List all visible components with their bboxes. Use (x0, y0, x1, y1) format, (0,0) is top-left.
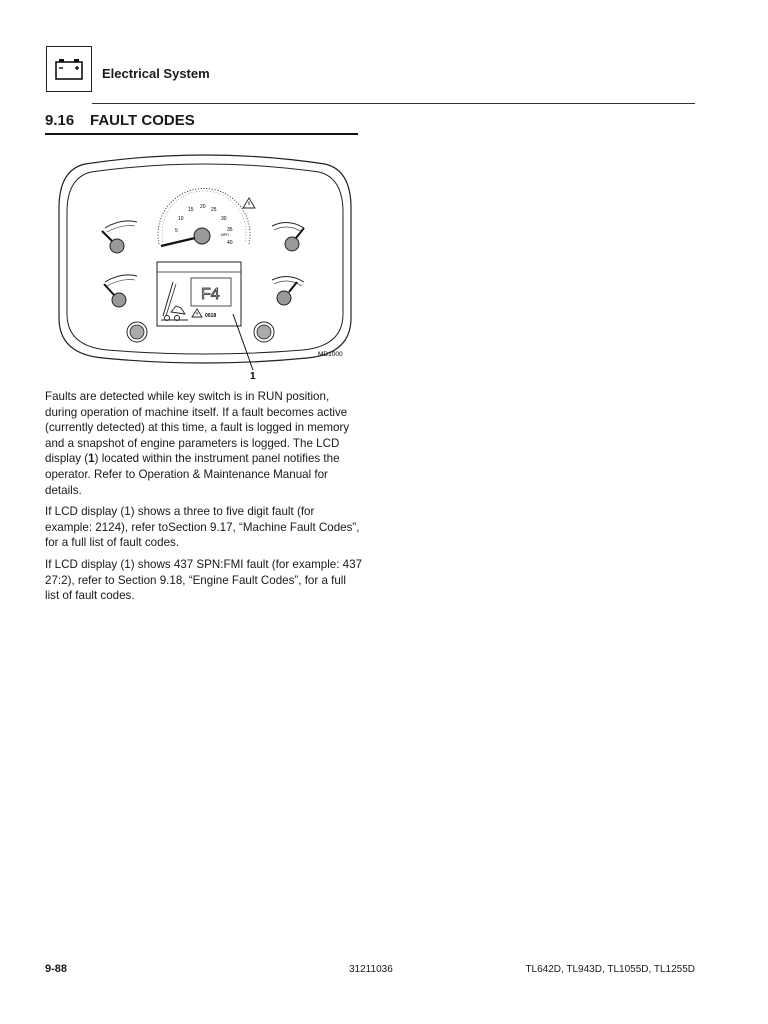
gauge-bottom-left (104, 275, 137, 307)
lcd-fault-code: F4 (201, 286, 220, 303)
battery-icon (47, 47, 91, 91)
speedo-tick-label: 30 (221, 216, 227, 222)
warning-triangle-icon (243, 198, 255, 208)
header-title: Electrical System (102, 66, 210, 81)
speedo-tick-label: 20 (200, 204, 206, 210)
speedo-tick-label: 10 (178, 216, 184, 222)
gauge-bottom-right (272, 276, 304, 305)
section-divider (45, 133, 358, 135)
footer-page-number: 9-88 (45, 963, 68, 975)
lcd-display (157, 262, 241, 326)
header-divider (92, 103, 695, 104)
speedo-tick-label: 35 (227, 227, 233, 233)
speedo-tick-label: 40 (227, 240, 233, 246)
speedo-tick-label: 5 (175, 228, 178, 234)
machine-icon (161, 282, 188, 321)
section-heading (45, 112, 195, 129)
paragraph-engine-fault-codes: If LCD display (1) shows 437 SPN:FMI fault (for example: 437 27:2), refer to Section 9.18, “Engine Fault Codes”, for a full list of fault codes. (45, 557, 363, 603)
footer-models: TL642D, TL943D, TL1055D, TL1255D (525, 964, 695, 975)
body-text (45, 389, 363, 610)
instrument-panel-illustration (45, 148, 365, 388)
speedometer-gauge (158, 188, 255, 246)
speedo-unit-label: MPH (221, 233, 229, 237)
callout-number: 1 (250, 371, 256, 382)
speedo-tick-label: 15 (188, 207, 194, 213)
section-title: FAULT CODES (90, 112, 195, 129)
gauge-top-left (102, 221, 137, 253)
left-knob (127, 322, 147, 342)
paragraph-machine-fault-codes: If LCD display (1) shows a three to five digit fault (for example: 2124), refer toSection 9.17, “Machine Fault Codes”, for a full list of fault codes. (45, 505, 360, 550)
header-icon-box (46, 46, 92, 92)
right-knob (254, 322, 274, 342)
paragraph-fault-detection: Faults are detected while key switch is in RUN position, during operation of machine itself. If a fault becomes active (currently detected) at this time, a fault is logged in memory and a snapshot of engine parameters is logged. The LCD display (1) located within the instrument panel notifies the operator. Refer to Operation & Maintenance Manual for details. (45, 390, 350, 497)
footer-doc-number: 31211036 (349, 964, 393, 975)
callout-leader-line (233, 314, 253, 370)
section-number: 9.16 (45, 112, 75, 129)
lcd-status-code: 0018 (205, 313, 217, 319)
instrument-panel-figure (45, 148, 365, 388)
figure-reference: MD1000 (318, 351, 343, 358)
gauge-top-right (272, 222, 304, 251)
speedo-tick-label: 25 (211, 207, 217, 213)
lcd-warning-icon (192, 309, 202, 317)
